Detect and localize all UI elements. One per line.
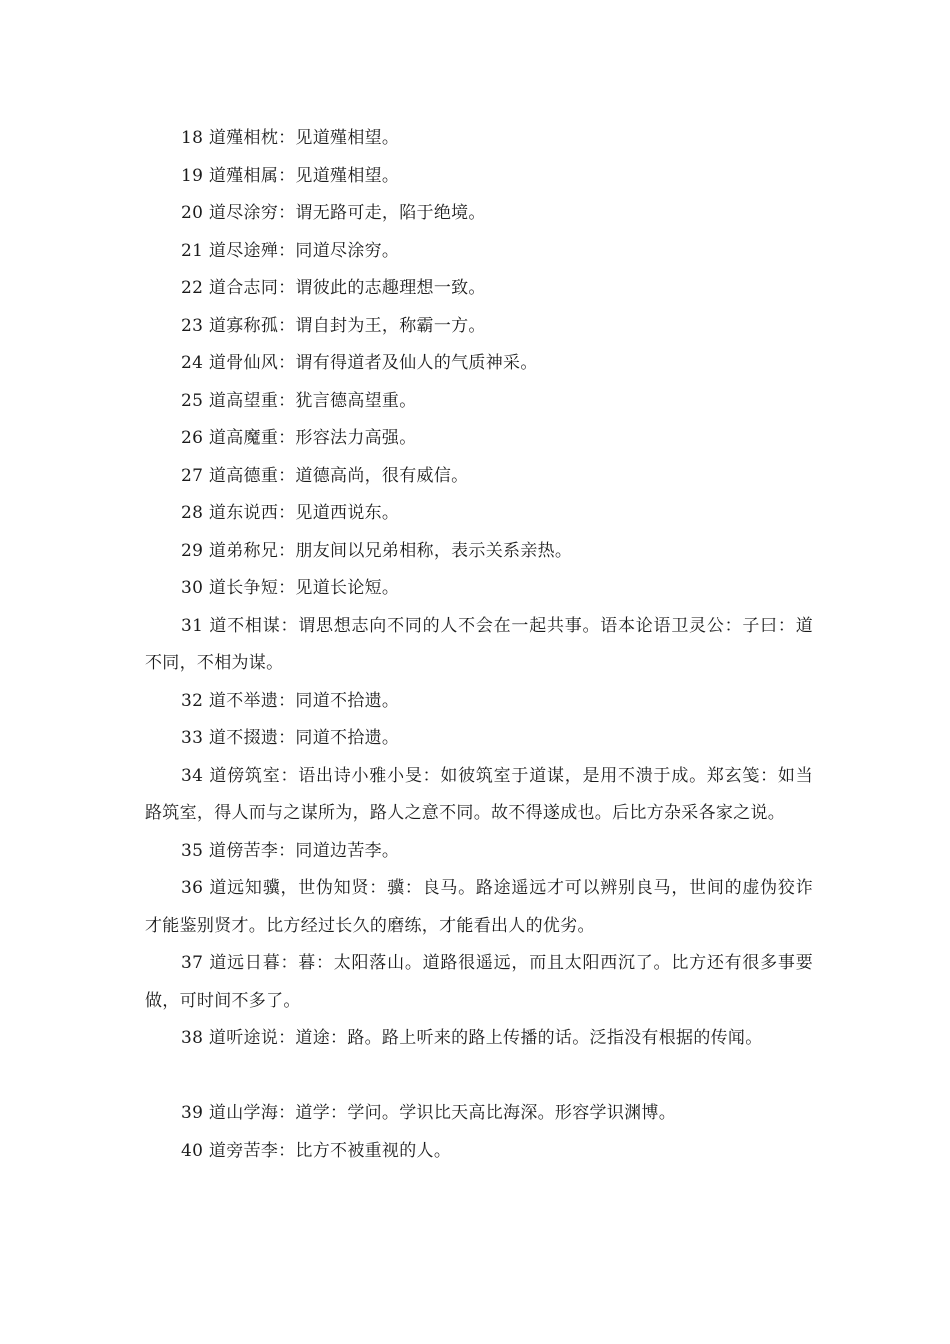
idiom-entry: 25 道高望重：犹言德高望重。 [181, 390, 417, 411]
idiom-entry: 19 道殣相属：见道殣相望。 [181, 165, 400, 186]
idiom-entry: 18 道殣相枕：见道殣相望。 [181, 128, 400, 148]
idiom-entry: 33 道不掇遗：同道不拾遗。 [181, 728, 400, 748]
idiom-entry: 24 道骨仙风：谓有得道者及仙人的气质神采。 [181, 353, 538, 373]
idiom-entry: 28 道东说西：见道西说东。 [181, 503, 400, 523]
idiom-entry: 32 道不举遗：同道不拾遗。 [181, 690, 400, 711]
idiom-entry: 31 道不相谋：谓思想志向不同的人不会在一起共事。语本论语卫灵公：子曰：道不同，不相为谋。 [145, 615, 813, 673]
idiom-entry: 38 道听途说：道途：路。路上听来的路上传播的话。泛指没有根据的传闻。 [181, 1028, 763, 1048]
idiom-entry: 29 道弟称兄：朋友间以兄弟相称，表示关系亲热。 [181, 540, 573, 561]
paragraph-gap [145, 1058, 813, 1096]
idiom-entry: 30 道长争短：见道长论短。 [181, 578, 400, 598]
idiom-entry: 22 道合志同：谓彼此的志趣理想一致。 [181, 278, 486, 298]
idiom-entry: 35 道傍苦李：同道边苦李。 [181, 840, 400, 861]
idiom-list [145, 120, 813, 1170]
idiom-entry: 37 道远日暮：暮：太阳落山。道路很遥远，而且太阳西沉了。比方还有很多事要做，可时间不多了。 [145, 953, 813, 1011]
idiom-entry: 27 道高德重：道德高尚，很有威信。 [181, 465, 469, 486]
idiom-entry: 23 道寡称孤：谓自封为王，称霸一方。 [181, 315, 486, 336]
idiom-entry: 26 道高魔重：形容法力高强。 [181, 428, 417, 448]
idiom-entry: 21 道尽途殚：同道尽涂穷。 [181, 240, 400, 261]
idiom-entry: 40 道旁苦李：比方不被重视的人。 [181, 1140, 452, 1161]
idiom-entry: 39 道山学海：道学：学问。学识比天高比海深。形容学识渊博。 [181, 1103, 677, 1123]
idiom-entry: 20 道尽涂穷：谓无路可走，陷于绝境。 [181, 203, 486, 223]
idiom-entry: 34 道傍筑室：语出诗小雅小旻：如彼筑室于道谋，是用不溃于成。郑玄笺：如当路筑室，得人而与之谋所为，路人之意不同。故不得遂成也。后比方杂采各家之说。 [145, 765, 813, 823]
idiom-entry: 36 道远知骥，世伪知贤：骥：良马。路途遥远才可以辨别良马，世间的虚伪狡诈才能鉴别贤才。比方经过长久的磨练，才能看出人的优劣。 [145, 878, 813, 936]
